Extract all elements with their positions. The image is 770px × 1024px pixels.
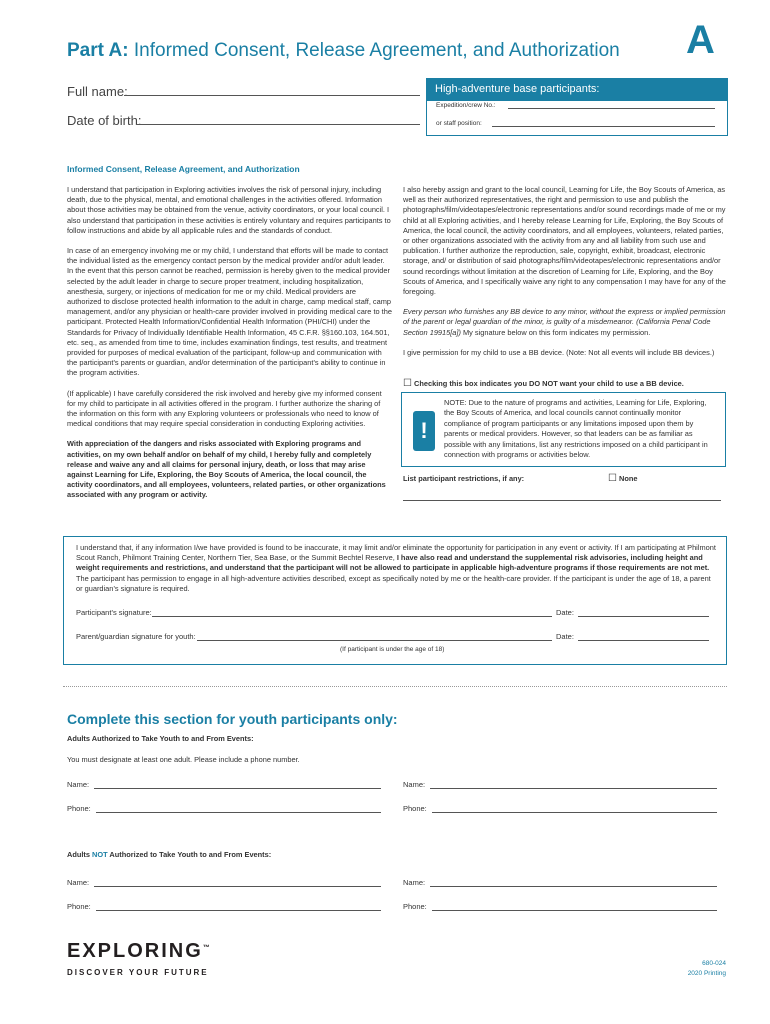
name-label: Name: xyxy=(67,780,90,789)
part-letter: A xyxy=(686,18,715,62)
high-adventure-heading: High-adventure base participants: xyxy=(427,79,727,101)
phone-field[interactable] xyxy=(96,812,381,813)
dotted-divider xyxy=(63,686,727,687)
not-word: NOT xyxy=(92,850,108,859)
phone-label: Phone: xyxy=(67,804,91,813)
phone-label: Phone: xyxy=(403,804,427,813)
consent-left-column xyxy=(67,185,392,501)
not-authorized-suffix: Authorized to Take Youth to and From Events: xyxy=(107,850,272,859)
youth-section-title: Complete this section for youth participants only: xyxy=(67,711,398,727)
participant-signature-field[interactable] xyxy=(152,616,552,617)
printing-year: 2020 Printing xyxy=(687,970,726,977)
logo-text: EXPLORING xyxy=(67,940,203,962)
date-field[interactable] xyxy=(578,640,709,641)
phone-field[interactable] xyxy=(96,910,381,911)
note-text: NOTE: Due to the nature of programs and activities, Learning for Life, Exploring, the Boy Scouts of America, and local councils cannot continually monitor compliance of program participants or any limitations imposed upon them by parents or medical providers. However, so that leaders can be as familiar as possible with any limitations, list any restrictions imposed on a child participant in connection with programs or activities below. xyxy=(444,398,708,460)
part-label: Part A: xyxy=(67,40,129,61)
phone-label: Phone: xyxy=(403,902,427,911)
title-text: Informed Consent, Release Agreement, and Authorization xyxy=(128,40,620,61)
dob-field[interactable] xyxy=(136,124,420,125)
form-number: 680-024 xyxy=(702,960,726,967)
name-label: Name: xyxy=(403,780,426,789)
bb-law-text: Every person who furnishes any BB device to any minor, without the express or implied permission of the parent or legal guardian of the minor, is guilty of a misdemeanor. (California Penal Code Section 19915[a]) xyxy=(403,307,726,337)
name-label: Name: xyxy=(403,878,426,887)
not-authorized-heading xyxy=(67,850,271,860)
authorized-heading: Adults Authorized to Take Youth to and From Events: xyxy=(67,734,254,743)
name-field[interactable] xyxy=(94,886,381,887)
signature-text-bold: I have also read and understand the supplemental risk advisories, including height and weight requirements and restrictions, and understand that the participant will not be allowed to participate in applicable high-adventure programs if those requirements are not met. xyxy=(76,553,710,573)
checkbox-icon[interactable]: ☐ xyxy=(403,378,412,389)
date-field[interactable] xyxy=(578,616,709,617)
bb-permission-text: My signature below on this form indicates my permission. xyxy=(460,327,651,337)
bb-law-paragraph xyxy=(403,307,726,338)
checkbox-icon[interactable]: ☐ xyxy=(608,473,617,484)
date-label: Date: xyxy=(556,632,574,641)
restrictions-label: List participant restrictions, if any: xyxy=(403,474,525,483)
under-18-note: (If participant is under the age of 18) xyxy=(340,646,445,653)
consent-right-column xyxy=(403,185,726,358)
exploring-logo xyxy=(67,940,212,963)
name-field[interactable] xyxy=(94,788,381,789)
signature-statement xyxy=(76,543,716,594)
none-option[interactable] xyxy=(608,474,638,484)
parent-signature-label: Parent/guardian signature for youth: xyxy=(76,632,196,641)
release-paragraph: With appreciation of the dangers and risks associated with Exploring programs and activities, on my own behalf and/or on behalf of my child, I hereby fully and completely release and waive any and all claims for personal injury, death, or loss that may arise against Learning for Life, Exploring, the Boy Scouts of America, the local council, the activity coordinators, and all employees, volunteers, related parties, or other organizations associated with any program or activity. xyxy=(67,439,386,500)
phone-label: Phone: xyxy=(67,902,91,911)
date-label: Date: xyxy=(556,608,574,617)
trademark: ™ xyxy=(202,944,212,952)
consent-heading: Informed Consent, Release Agreement, and Authorization xyxy=(67,164,300,174)
staff-label: or staff position: xyxy=(436,120,482,127)
warning-icon: ! xyxy=(413,411,435,451)
signature-text-a: I understand that, if any information I/we have provided is found to be inaccurate, it may limit and/or eliminate the opportunity for participation in any event or activity. If I am participating at Philmont Scout Ranch, Philmont Training Center, Northern Tier, Sea Base, or the Summit Bechtel Reserve, xyxy=(76,543,716,563)
bb-checkbox-row[interactable] xyxy=(403,379,726,389)
participant-signature-label: Participant’s signature: xyxy=(76,608,152,617)
tagline: DISCOVER YOUR FUTURE xyxy=(67,968,209,977)
name-label: Name: xyxy=(67,878,90,887)
not-authorized-prefix: Adults xyxy=(67,850,93,859)
name-field[interactable] xyxy=(430,788,717,789)
bb-checkbox-label: Checking this box indicates you DO NOT want your child to use a BB device. xyxy=(414,379,684,388)
full-name-field[interactable] xyxy=(124,95,420,96)
none-label: None xyxy=(619,474,638,483)
restrictions-field[interactable] xyxy=(403,500,721,501)
consent-paragraph-3: (If applicable) I have carefully considered the risk involved and hereby give my informed consent for my child to participate in all activities offered in the program. I further authorize the sharing of the information on this form with any Exploring volunteers or professionals who need to know of medical conditions that may require special consideration in conducting Exploring activities. xyxy=(67,388,382,429)
bb-permission-paragraph: I give permission for my child to use a BB device. (Note: Not all events will include BB devices.) xyxy=(403,347,715,357)
dob-label: Date of birth: xyxy=(67,113,142,128)
parent-signature-field[interactable] xyxy=(197,640,552,641)
staff-field[interactable] xyxy=(492,126,715,127)
signature-text-b: The participant has permission to engage in all high-adventure activities described, except as specifically noted by me or the health-care provider. If the participant is under the age of 18, a parent or guardian’s signature is required. xyxy=(76,573,711,593)
phone-field[interactable] xyxy=(432,910,717,911)
name-field[interactable] xyxy=(430,886,717,887)
crew-field[interactable] xyxy=(508,108,715,109)
phone-field[interactable] xyxy=(432,812,717,813)
full-name-label: Full name: xyxy=(67,84,128,99)
crew-label: Expedition/crew No.: xyxy=(436,102,496,109)
media-release-paragraph: I also hereby assign and grant to the local council, Learning for Life, the Boy Scouts of America, as well as their authorized representatives, the right and permission to use and publish the photographs/film/videotapes/electronic representations and/or sound recordings made of me or my child at all Exploring activities, and I hereby release Learning for Life, Exploring, the Boy Scouts of America, the local council, the activity coordinators, and all employees, volunteers, related parties, or other organizations associated with the activity from any and all liability from such use and publication. I further authorize the reproduction, sale, copyright, exhibit, broadcast, electronic storage, and/ or distribution of said photographs/film/videotapes/electronic representations and/or sound recordings without limitation at the discretion of Learning for Life, Exploring, and the Boy Scouts of America, and I specifically waive any right to any compensation I may have for any of the foregoing. xyxy=(403,185,726,297)
consent-paragraph-1: I understand that participation in Exploring activities involves the risk of personal injury, including death, due to the physical, mental, and emotional challenges in the activities offered. Information about those activities may be obtained from the venue, activity coordinators, or your local council. I also understand that participation in these activities is entirely voluntary and requires participants to follow instructions and abide by all applicable rules and the standards of conduct. xyxy=(67,185,391,235)
page-title xyxy=(67,40,620,62)
consent-paragraph-2: In case of an emergency involving me or my child, I understand that efforts will be made to contact the individual listed as the emergency contact person by the medical provider and/or adult leader. In the event that this person cannot be reached, permission is hereby given to the medical provider selected by the adult leader in charge to secure proper treatment, including hospitalization, anesthesia, surgery, or injections of medication for me or my child. Medical providers are authorized to disclose protected health information to the adult in charge, camp medical staff, camp management, and/or any physician or health-care provider involved in providing medical care to the participant. Protected Health Information/Confidential Health Information (PHI/CHI) under the Standards for Privacy of Individually Identifiable Health Information, 45 C.F.R. §§160.103, 164.501, etc. seq., as amended from time to time, includes examination findings, test results, and treatment provided for purposes of medical evaluation of the participant, follow-up and communication with the participant’s parents or guardian, and/or determination of the participant’s ability to continue in the program activities. xyxy=(67,246,392,378)
designate-note: You must designate at least one adult. Please include a phone number. xyxy=(67,755,300,764)
